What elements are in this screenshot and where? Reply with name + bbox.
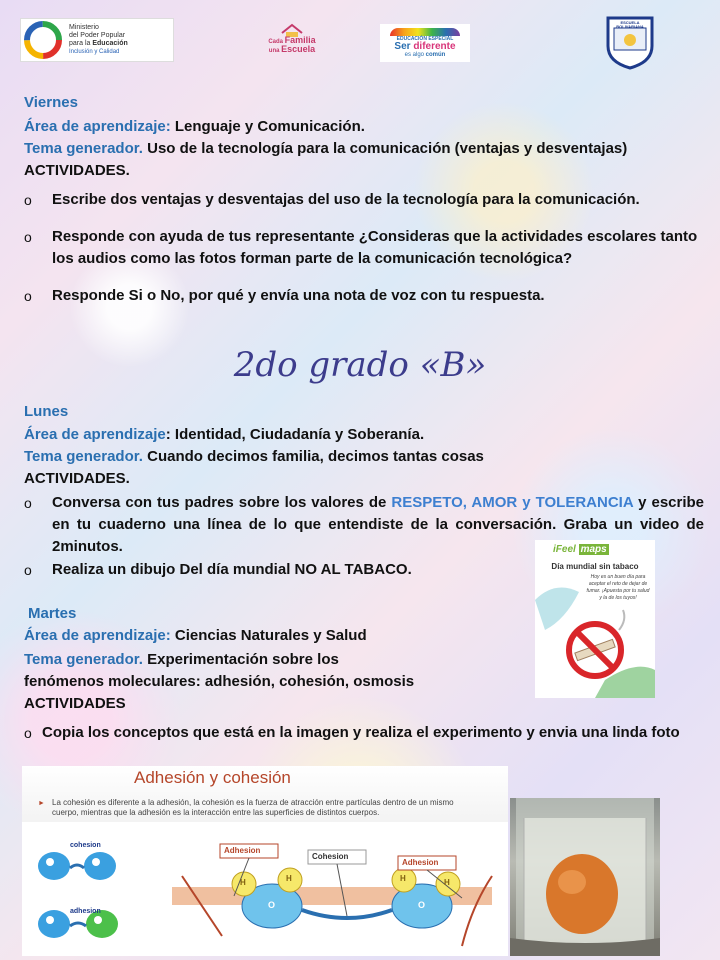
especial-line-2: Ser	[394, 41, 411, 52]
viernes-tema-value: Uso de la tecnología para la comunicación (ventajas y desventajas)	[142, 140, 628, 157]
martes-tema-value: Experimentación sobre los	[142, 651, 339, 668]
ministry-slogan: Inclusión y Calidad	[69, 49, 120, 55]
martes-day: Martes	[28, 605, 77, 622]
school-line-2: BOLIVARIANA	[616, 24, 644, 29]
grade-title: 2do grado «B»	[233, 345, 487, 385]
label-adhesion-1: Adhesion	[224, 846, 261, 855]
viernes-item-3-text: Responde Si o No, por qué y envía una nota de voz con tu respuesta.	[52, 287, 545, 304]
viernes-item-1	[24, 189, 704, 211]
arrow-bullet-icon: ►	[38, 800, 45, 807]
circle-bullet-icon: o	[24, 495, 32, 511]
school-logo	[604, 14, 656, 70]
lunes-item-2-text: Realiza un dibujo Del día mundial NO AL TABACO.	[52, 561, 412, 578]
lunes-tema-label: Tema generador.	[24, 448, 143, 465]
martes-item-1	[24, 722, 704, 744]
egg-experiment-photo	[510, 798, 660, 956]
lunes-day: Lunes	[24, 403, 69, 420]
viernes-tema-label: Tema generador.	[24, 140, 143, 157]
lunes-tema	[24, 448, 484, 465]
martes-area-value: Ciencias Naturales y Salud	[170, 627, 367, 644]
tabaco-text: Hoy es un buen día para aceptar el reto de dejar de fumar. ¡Apuesta por tu salud y la de los tuyos!	[586, 574, 650, 601]
circle-bullet-icon: o	[24, 192, 32, 208]
label-adhesion-2: Adhesion	[402, 858, 439, 867]
ministry-logo	[20, 18, 174, 62]
especial-line-4: es algo	[404, 52, 424, 58]
familia-line-4: Escuela	[281, 44, 316, 54]
lunes-item-1-pre: Conversa con tus padres sobre los valores de	[52, 494, 392, 511]
lunes-area-value: : Identidad, Ciudadanía y Soberanía.	[165, 426, 425, 443]
familia-line-1: Cada	[268, 39, 283, 45]
martes-area-label: Área de aprendizaje:	[24, 627, 171, 644]
circle-bullet-icon: o	[24, 562, 32, 578]
familia-line-2: Familia	[284, 35, 316, 45]
circle-bullet-icon: o	[24, 725, 32, 741]
martes-tema-cont: fenómenos moleculares: adhesión, cohesión, osmosis	[24, 673, 415, 690]
viernes-item-2	[24, 226, 704, 270]
ministry-line-4: Educación	[92, 40, 128, 47]
atom-h-label-1: H	[240, 878, 246, 887]
label-cohesion: Cohesion	[312, 852, 349, 861]
ministry-line-2: del Poder Popular	[69, 32, 126, 39]
circle-bullet-icon: o	[24, 229, 32, 245]
martes-tema	[24, 651, 339, 668]
lunes-area	[24, 426, 424, 443]
martes-actividades: ACTIVIDADES	[24, 695, 126, 712]
viernes-area-label: Área de aprendizaje:	[24, 118, 171, 135]
educacion-especial-logo	[380, 24, 470, 62]
ministry-line-1: Ministerio	[69, 24, 99, 31]
label-adhesion-small: adhesion	[70, 908, 101, 915]
adhesion-text: La cohesión es diferente a la adhesión, la cohesión es la fuerza de atracción entre partículas dentro de un mismo cuerpo, mientras que la adhesión es la interacción entre las superficies de distintos cuerpos.	[52, 798, 454, 817]
no-smoking-icon	[535, 570, 655, 698]
lunes-values: RESPETO, AMOR y TOLERANCIA	[391, 494, 634, 511]
tabaco-brand-b: maps	[580, 544, 607, 555]
atom-h-label-3: H	[400, 874, 406, 883]
viernes-actividades: ACTIVIDADES.	[24, 162, 130, 179]
especial-line-3: diferente	[413, 41, 456, 52]
adhesion-title: Adhesión y cohesión	[134, 768, 291, 787]
label-cohesion-small: cohesion	[70, 842, 101, 849]
school-line-1: ESCUELA	[620, 20, 640, 25]
martes-item-1-text: Copia los conceptos que está en la imagen y realiza el experimento y envia una linda foto	[42, 724, 680, 741]
lunes-area-label: Área de aprendizaje	[24, 426, 166, 443]
familia-line-3: una	[268, 48, 280, 54]
adhesion-cohesion-image	[22, 766, 508, 956]
atom-o-label-2: O	[418, 900, 426, 910]
atom-h-label-2: H	[286, 874, 292, 883]
viernes-item-2-text: Responde con ayuda de tus representante ¿Consideras que la actividades escolares tanto los audios como las fotos forman parte de la comunicación tecnológica?	[52, 228, 698, 267]
tabaco-brand-a: iFeel	[553, 544, 576, 555]
ministry-line-3: para la	[69, 40, 93, 47]
atom-h-label-4: H	[444, 878, 450, 887]
circle-bullet-icon: o	[24, 288, 32, 304]
viernes-item-3	[24, 285, 704, 307]
martes-area	[24, 627, 367, 644]
lunes-item-2	[24, 559, 484, 581]
viernes-item-1-text: Escribe dos ventajas y desventajas del uso de la tecnología para la comunicación.	[52, 191, 640, 208]
viernes-tema	[24, 140, 627, 157]
cohesion-drops-icon	[38, 852, 116, 880]
no-tabaco-image	[535, 540, 655, 698]
especial-line-5: común	[425, 52, 446, 58]
atom-o-label-1: O	[268, 900, 276, 910]
molecule-diagram	[22, 836, 508, 956]
lunes-item-1-post: y escribe en tu cuaderno una línea de lo que entendiste de la conversación. Graba un video de 2minutos.	[52, 494, 705, 555]
martes-tema-label: Tema generador.	[24, 651, 143, 668]
viernes-area	[24, 118, 365, 135]
lunes-actividades: ACTIVIDADES.	[24, 470, 130, 487]
tabaco-heading: Día mundial sin tabaco	[551, 562, 639, 571]
lunes-tema-value: Cuando decimos familia, decimos tantas cosas	[142, 448, 484, 465]
viernes-day: Viernes	[24, 94, 78, 111]
familia-escuela-logo	[264, 14, 320, 64]
glass-with-egg-icon	[510, 798, 660, 956]
especial-line-1: EDUCACIÓN ESPECIAL	[396, 36, 454, 42]
ministry-emblem-icon	[21, 20, 65, 60]
viernes-area-value: Lenguaje y Comunicación.	[170, 118, 365, 135]
